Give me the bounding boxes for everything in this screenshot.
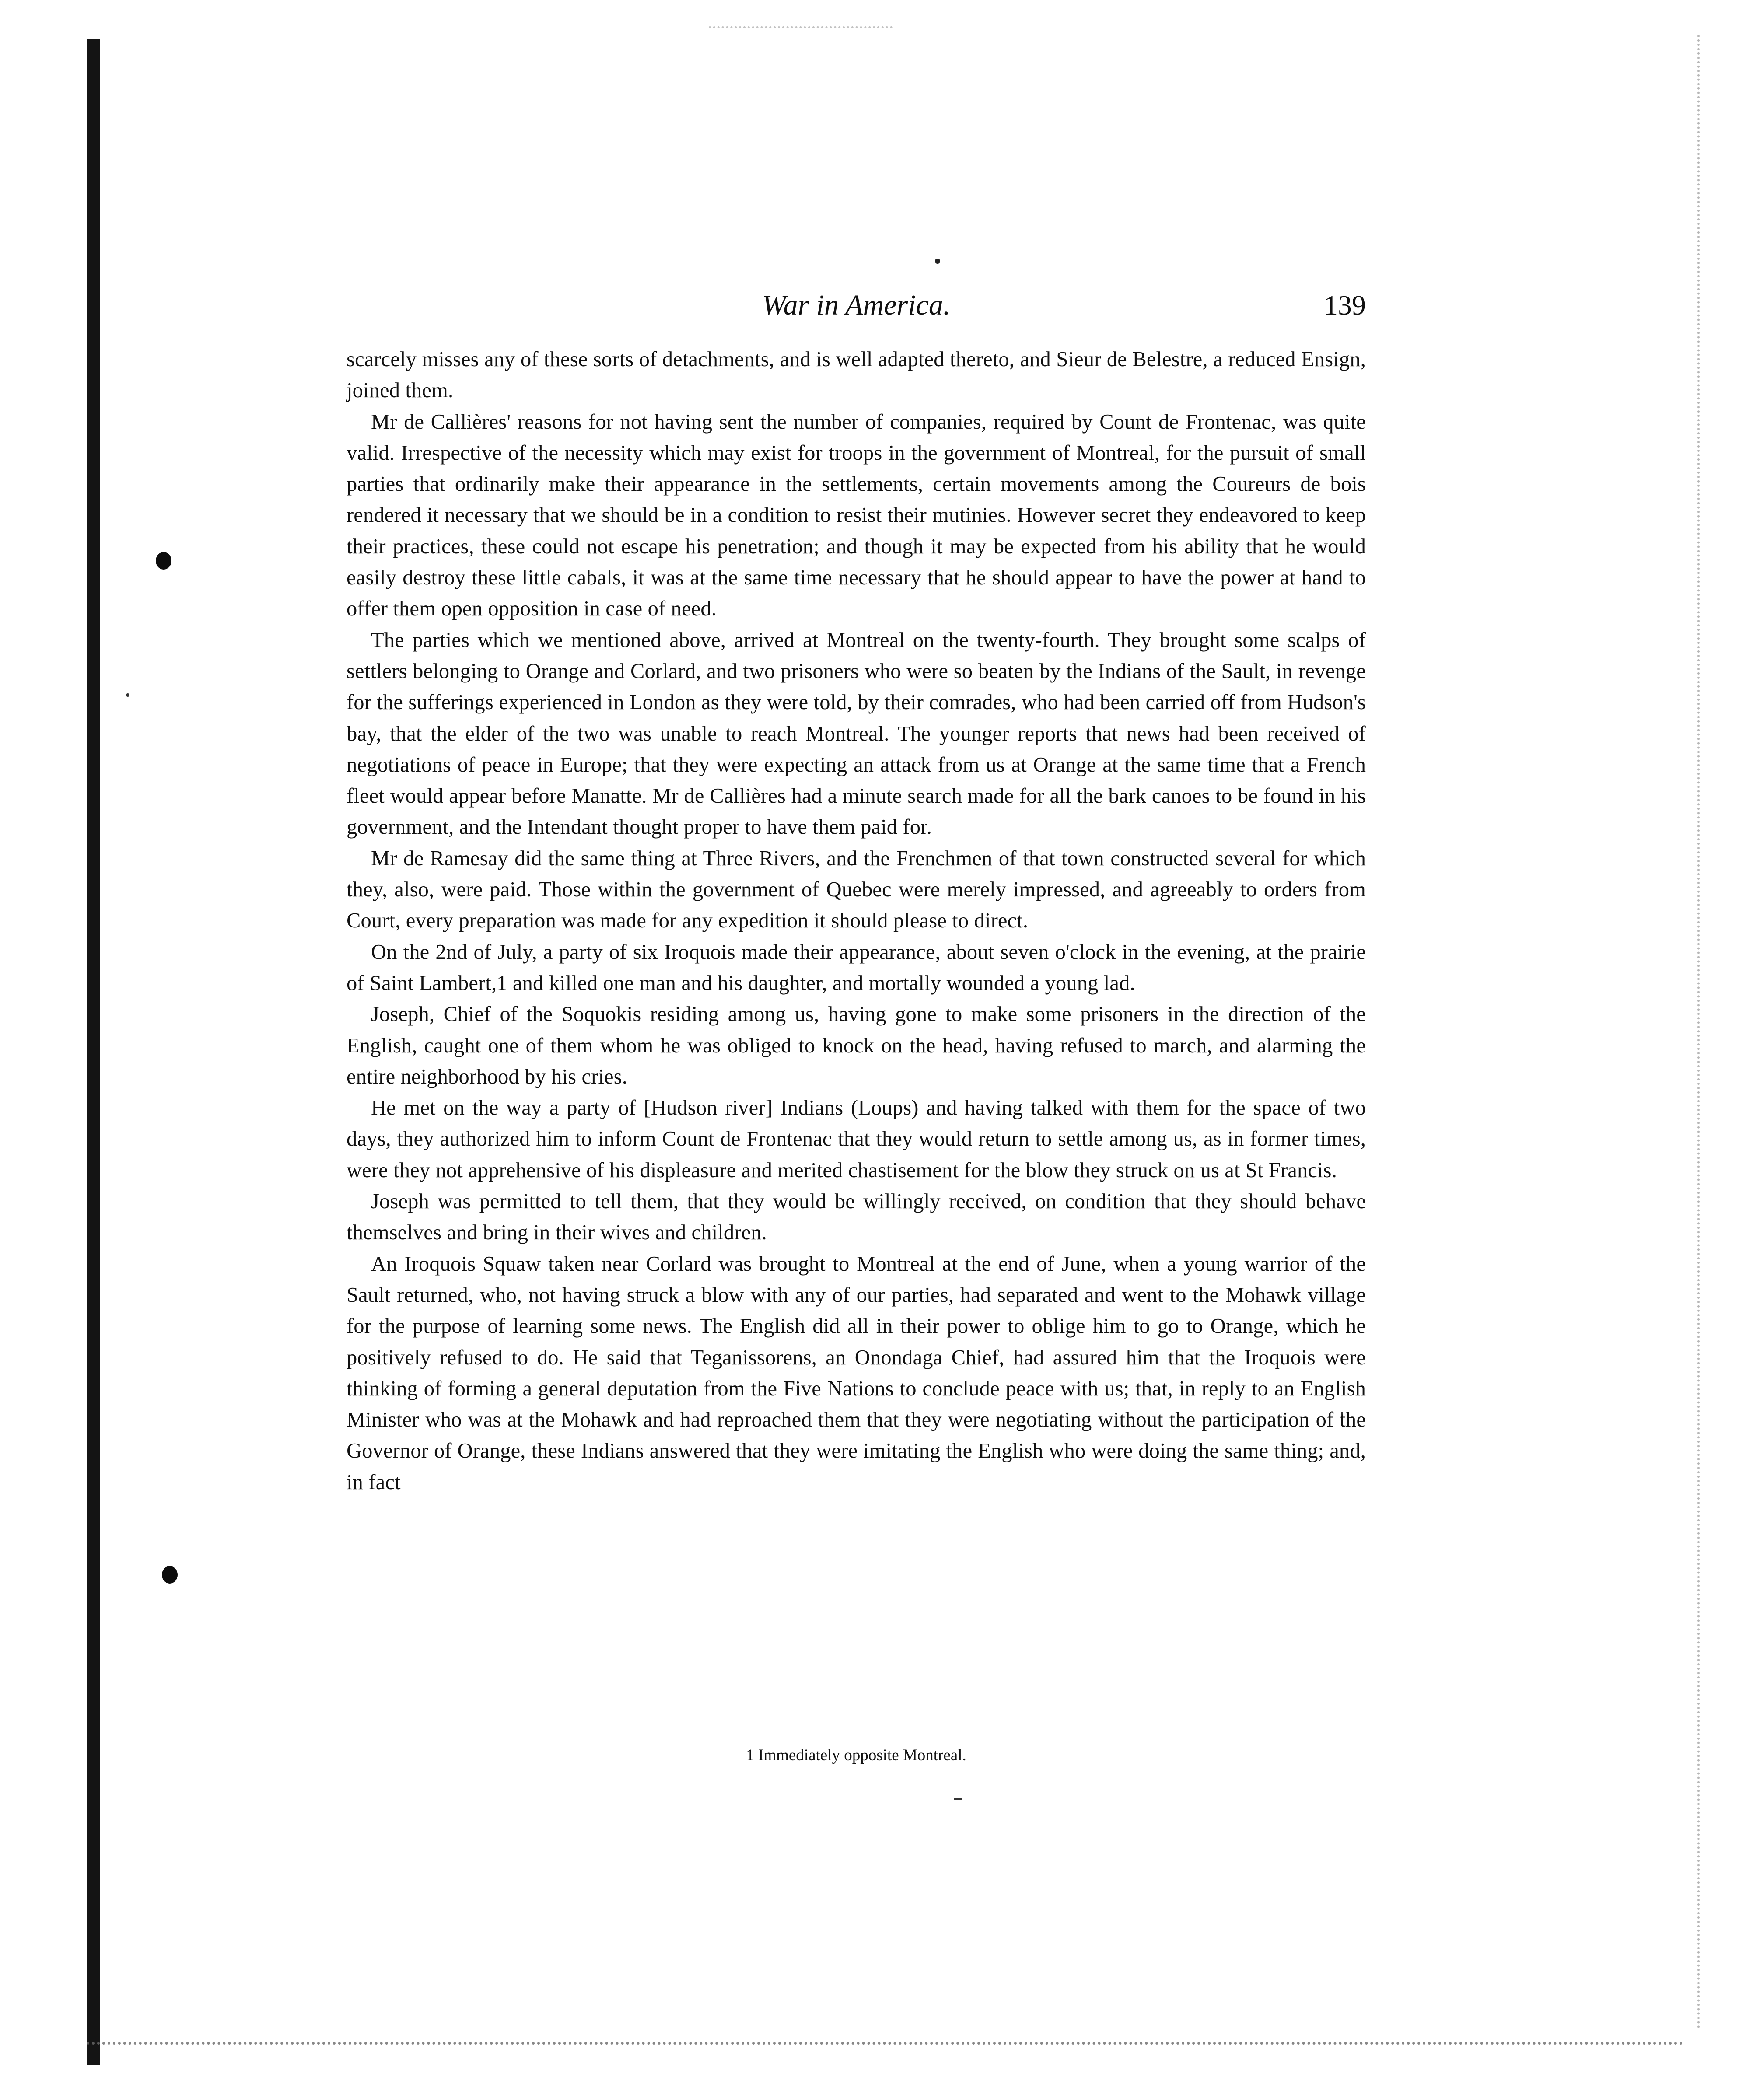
page-right-edge bbox=[1698, 35, 1700, 2030]
paragraph-joseph-chief: Joseph, Chief of the Soquokis residing among us, having gone to make some prisoners in the direction of the English, caught one of them whom he was obliged to knock on the head, having refused to march, and alarming the entire neighborhood by his cries. bbox=[346, 1003, 1366, 1088]
paragraph-callieres-reasons: Mr de Callières' reasons for not having sent the number of companies, required by Count de Frontenac, was quite valid. Irrespective of the necessity which may exist for troops in the government of Montreal, for the pursuit of small parties that ordinarily make their appearance in the settlements, certain movements among the Coureurs de bois rendered it necessary that we should be in a condition to resist their mutinies. However secret they endeavored to keep their practices, these could not escape his penetration; and though it may be expected from his ability that he would easily destroy these little cabals, it was at the same time necessary that he should appear to have the power at hand to offer them open opposition in case of need. bbox=[346, 410, 1366, 621]
page-binding-edge bbox=[87, 39, 100, 2065]
scan-specks-top bbox=[709, 26, 892, 28]
running-head bbox=[346, 283, 1366, 327]
scan-speck bbox=[954, 1798, 962, 1800]
punch-hole-upper bbox=[156, 552, 172, 570]
paragraph-loups-meeting: He met on the way a party of [Hudson river] Indians (Loups) and having talked with them for the space of two days, they authorized him to inform Count de Frontenac that they would return to settle among us, as in former times, were they not apprehensive of his displeasure and merited chastisement for the blow they struck on us at St Francis. bbox=[346, 1096, 1366, 1182]
paragraph-ramesay: Mr de Ramesay did the same thing at Three Rivers, and the Frenchmen of that town constructed several for which they, also, were paid. Those within the government of Quebec were merely impressed, and agreeably to orders from Court, every preparation was made for any expedition it should please to direct. bbox=[346, 846, 1366, 933]
paragraph-parties-arrival: The parties which we mentioned above, arrived at Montreal on the twenty-fourth. They brought some scalps of settlers belonging to Orange and Corlard, and two prisoners who were so beaten by the Indians of the Sault, in revenge for the sufferings experienced in London as they were told, by their comrades, who had been carried off from Hudson's bay, that the elder of the two was unable to reach Montreal. The younger reports that news had been received of negotiations of peace in Europe; that they were expecting an attack from us at Orange at the same time that a French fleet would appear before Manatte. Mr de Callières had a minute search made for all the bark canoes to be found in his government, and the Intendant thought proper to have them paid for. bbox=[346, 628, 1366, 839]
paragraph-joseph-permitted: Joseph was permitted to tell them, that they would be willingly received, on condition that they should behave themselves and bring in their wives and children. bbox=[346, 1190, 1366, 1245]
footnote: 1 Immediately opposite Montreal. bbox=[746, 1746, 966, 1764]
page-bottom-edge bbox=[87, 2042, 1684, 2045]
punch-hole-lower bbox=[162, 1566, 178, 1584]
running-title: War in America. bbox=[762, 289, 951, 321]
body-text bbox=[346, 344, 1366, 1498]
scan-speck bbox=[126, 693, 130, 697]
paragraph-iroquois-squaw: An Iroquois Squaw taken near Corlard was brought to Montreal at the end of June, when a young warrior of the Sault returned, who, not having struck a blow with any of our parties, had separated and went to the Mohawk village for the purpose of learning some news. The English did all in their power to oblige him to go to Orange, which he positively refused to do. He said that Teganissorens, an Onondaga Chief, had assured him that the Iroquois were thinking of forming a general deputation from the Five Nations to conclude peace with us; that, in reply to an English Minister who was at the Mohawk and had reproached them that they were negotiating without the participation of the Governor of Orange, these Indians answered that they were imitating the English who were doing the same thing; and, in fact bbox=[346, 1252, 1366, 1494]
paragraph-continuation: scarcely misses any of these sorts of detachments, and is well adapted thereto, and Sieur de Belestre, a reduced Ensign, joined them. bbox=[346, 348, 1366, 402]
page-number: 139 bbox=[1324, 290, 1366, 321]
scan-speck bbox=[935, 259, 940, 264]
paragraph-july-raid: On the 2nd of July, a party of six Iroquois made their appearance, about seven o'clock in the evening, at the prairie of Saint Lambert,1 and killed one man and his daughter, and mortally wounded a young lad. bbox=[346, 940, 1366, 995]
